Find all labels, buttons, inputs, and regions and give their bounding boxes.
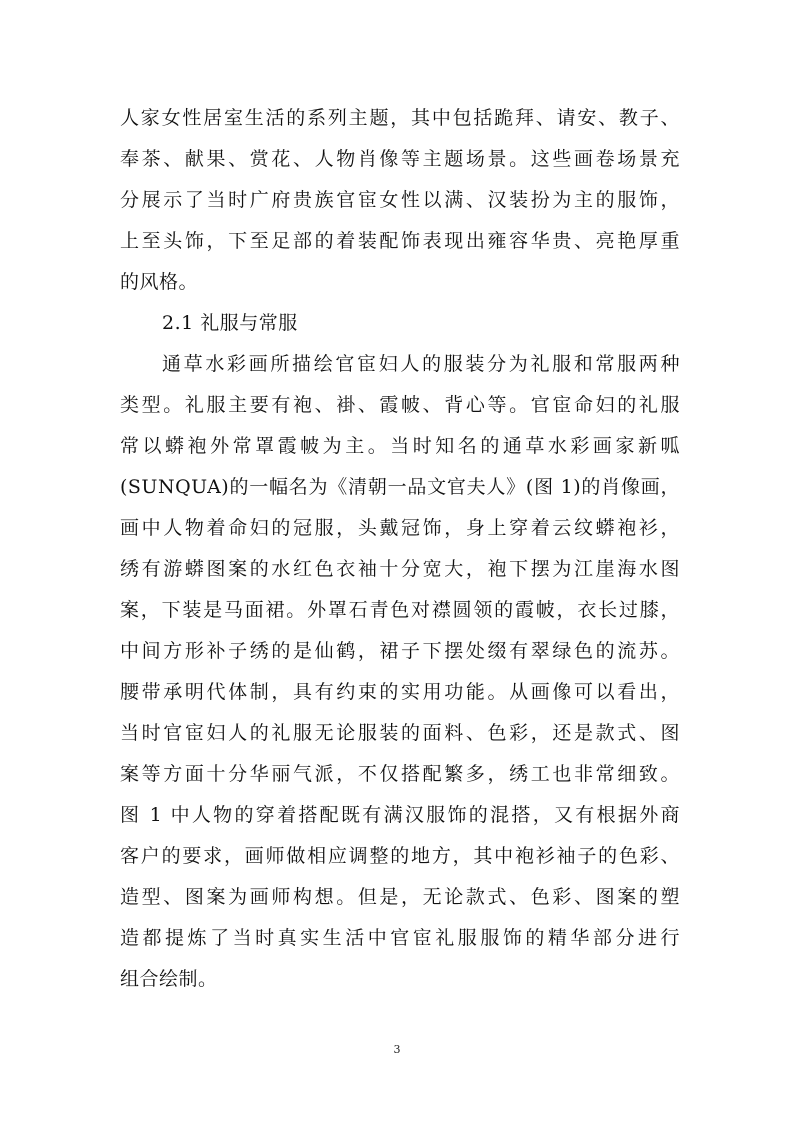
page-number: 3 (393, 1043, 401, 1056)
text-line: 造都提炼了当时真实生活中官宦礼服服饰的精华部分进行 (120, 927, 680, 949)
text-line: 画中人物着命妇的冠服，头戴冠饰，身上穿着云纹蟒袍衫， (120, 517, 680, 539)
text-line: 绣有游蟒图案的水红色衣袖十分宽大，袍下摆为江崖海水图 (120, 558, 680, 580)
text-line: 的风格。 (120, 271, 199, 293)
text-line: 腰带承明代体制，具有约束的实用功能。从画像可以看出， (120, 681, 680, 703)
text-line: 上至头饰，下至足部的着装配饰表现出雍容华贵、亮艳厚重 (120, 230, 680, 252)
text-line: 中间方形补子绣的是仙鹤，裙子下摆处缀有翠绿色的流苏。 (120, 640, 680, 662)
text-line: 组合绘制。 (120, 968, 218, 990)
text-line: 客户的要求，画师做相应调整的地方，其中袍衫袖子的色彩、 (120, 845, 680, 867)
text-line: 类型。礼服主要有袍、褂、霞帔、背心等。官宦命妇的礼服 (120, 394, 680, 416)
text-line: 人家女性居室生活的系列主题，其中包括跪拜、请安、教子、 (120, 107, 680, 129)
body-text (120, 98, 680, 1000)
text-line: 案等方面十分华丽气派，不仅搭配繁多，绣工也非常细致。 (120, 763, 680, 785)
text-line: (SUNQUA)的一幅名为《清朝一品文官夫人》(图 1)的肖像画， (120, 476, 680, 498)
text-line: 通草水彩画所描绘官宦妇人的服装分为礼服和常服两种 (162, 353, 680, 375)
section-heading: 2.1 礼服与常服 (162, 312, 298, 334)
text-line: 分展示了当时广府贵族官宦女性以满、汉装扮为主的服饰， (120, 189, 680, 211)
text-line: 图 1 中人物的穿着搭配既有满汉服饰的混搭，又有根据外商 (120, 804, 680, 826)
text-line: 奉茶、献果、赏花、人物肖像等主题场景。这些画卷场景充 (120, 148, 680, 170)
text-line: 造型、图案为画师构想。但是，无论款式、色彩、图案的塑 (120, 886, 680, 908)
text-line: 当时官宦妇人的礼服无论服装的面料、色彩，还是款式、图 (120, 722, 680, 744)
text-line: 常以蟒袍外常罩霞帔为主。当时知名的通草水彩画家新呱 (120, 435, 680, 457)
text-line: 案，下装是马面裙。外罩石青色对襟圆领的霞帔，衣长过膝， (120, 599, 680, 621)
